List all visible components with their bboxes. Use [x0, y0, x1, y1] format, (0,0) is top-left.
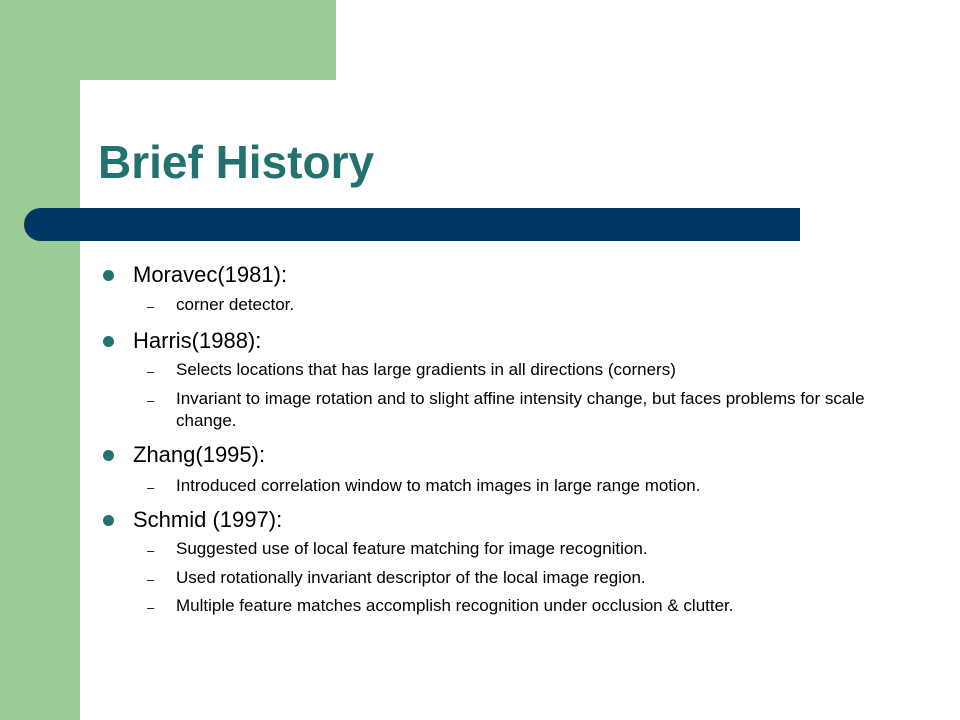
bullet-moravec: Moravec(1981): [133, 262, 288, 287]
sub-bullet-dash: – [147, 480, 155, 495]
sub-bullet-text: Selects locations that has large gradients in all directions (corners) [176, 360, 676, 379]
sub-bullet-dash: – [147, 299, 155, 314]
sub-bullet-dash: – [147, 393, 155, 408]
sub-bullet-dash: – [147, 364, 155, 379]
sub-bullet-text: Suggested use of local feature matching for image recognition. [176, 539, 648, 558]
bullet-dot [103, 450, 114, 461]
bullet-schmid: Schmid (1997): [133, 507, 283, 532]
sub-bullet-text: Multiple feature matches accomplish recognition under occlusion & clutter. [176, 596, 734, 615]
bullet-zhang: Zhang(1995): [133, 442, 266, 467]
bullet-dot [103, 270, 114, 281]
bullet-harris: Harris(1988): [133, 328, 262, 353]
bullet-dot [103, 515, 114, 526]
sub-bullet-dash: – [147, 600, 155, 615]
sub-bullet-text: Used rotationally invariant descriptor of the local image region. [176, 568, 646, 587]
slide-title: Brief History [98, 136, 375, 188]
sub-bullet-dash: – [147, 543, 155, 558]
sub-bullet-text: corner detector. [176, 295, 295, 314]
sub-bullet-dash: – [147, 572, 155, 587]
sub-bullet-text: Introduced correlation window to match images in large range motion. [176, 476, 701, 495]
bullet-dot [103, 336, 114, 347]
sub-bullet-text: Invariant to image rotation and to slight affine intensity change, but faces problems for scale change. [176, 389, 865, 430]
